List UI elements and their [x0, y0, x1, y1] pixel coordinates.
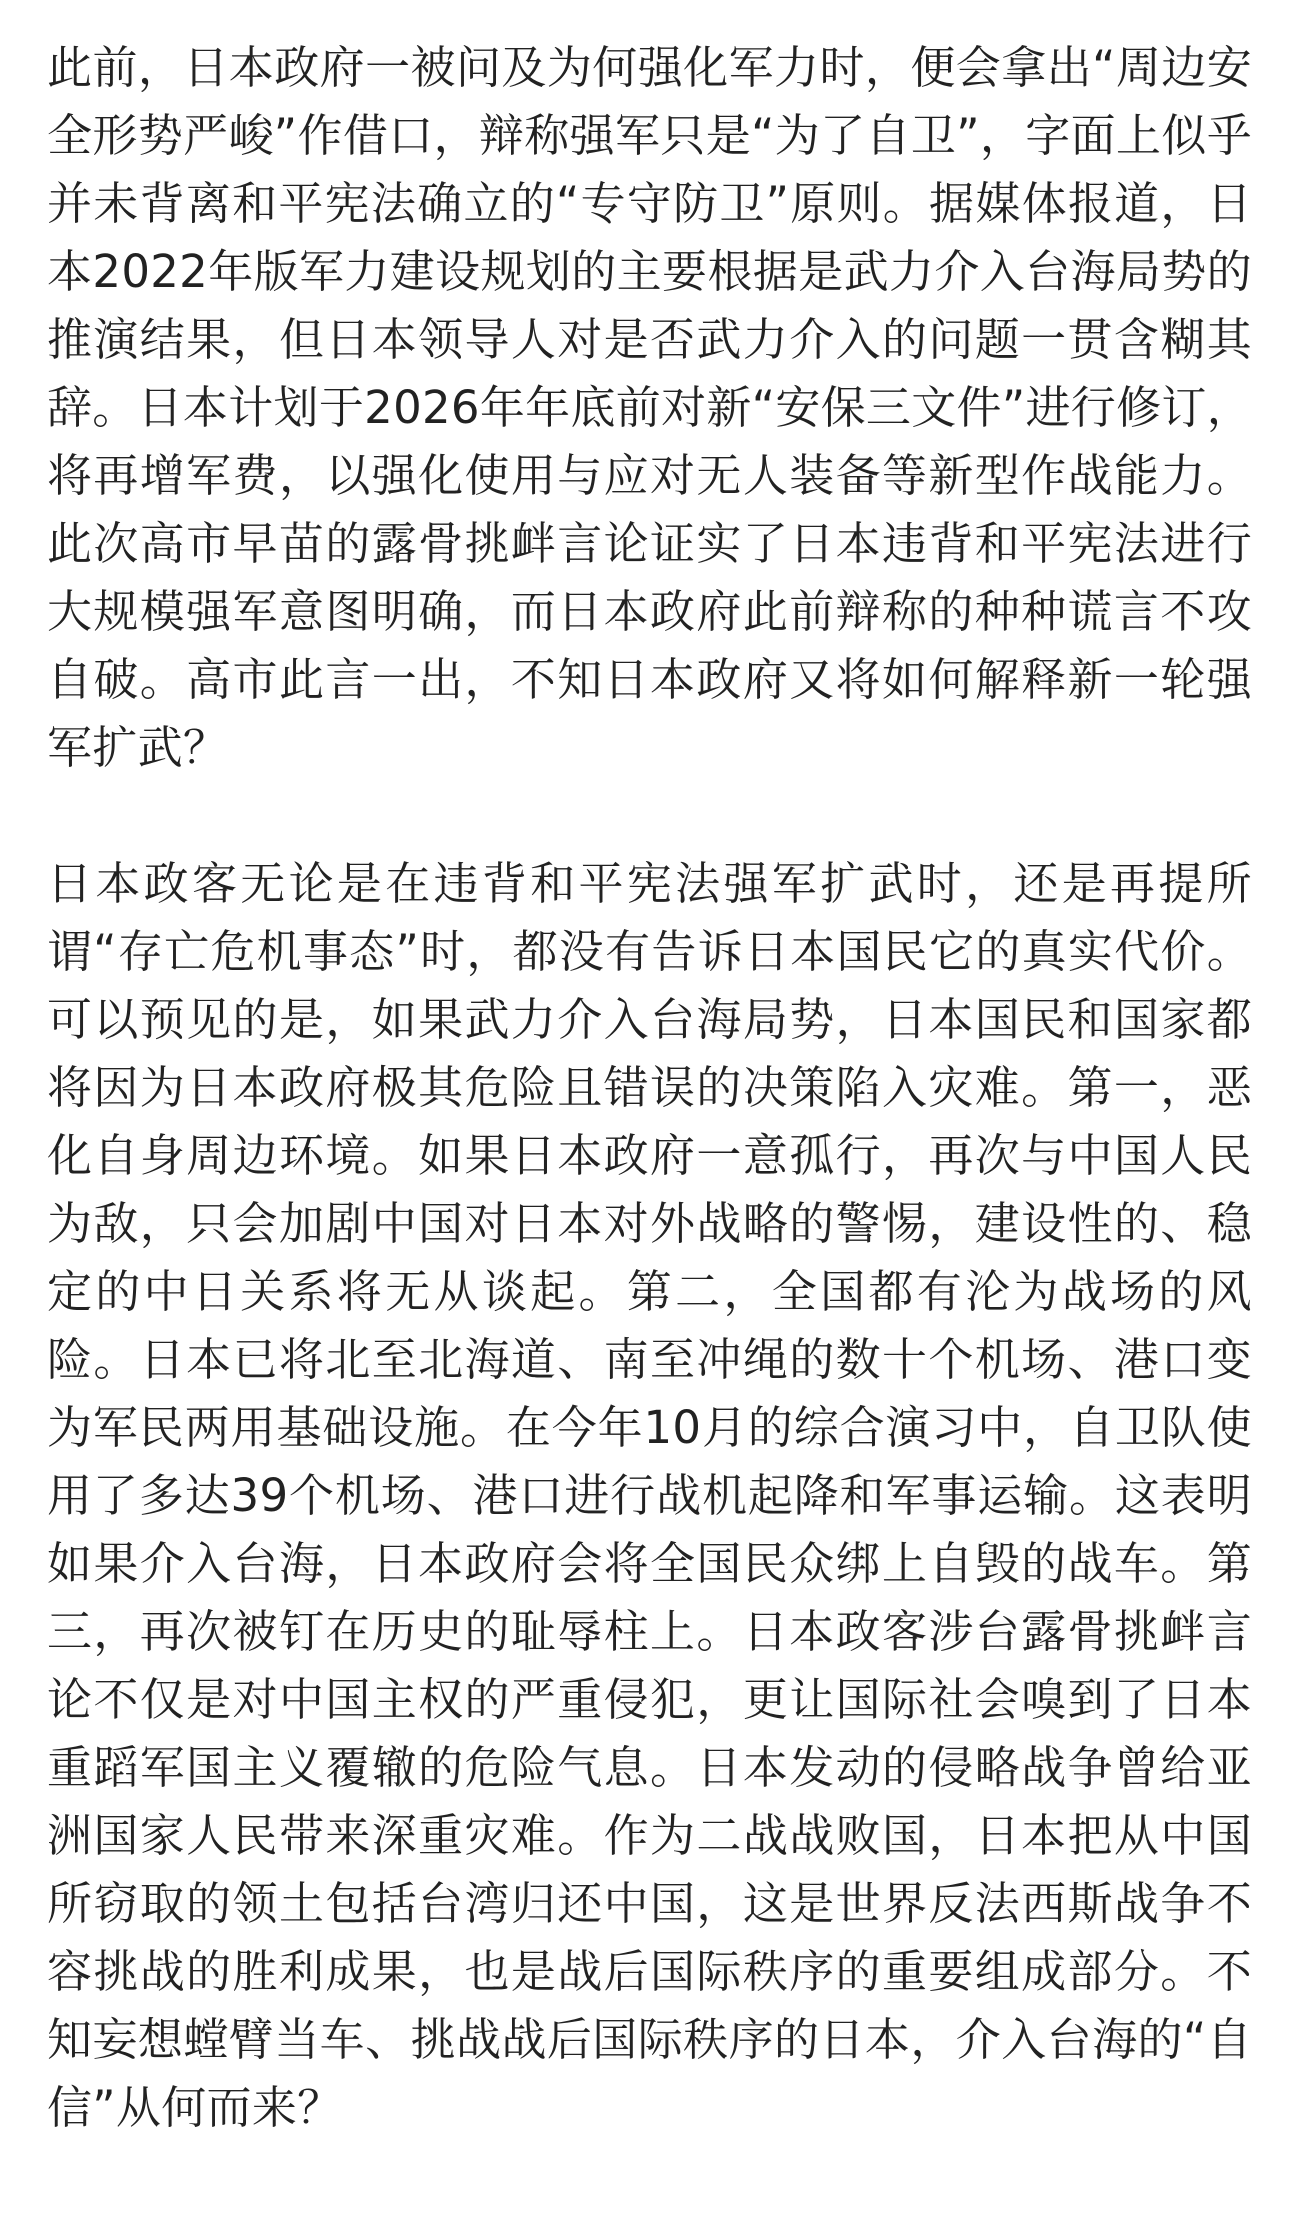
article-paragraph-1: 此前，日本政府一被问及为何强化军力时，便会拿出“周边安全形势严峻”作借口，辩称强军只是“为了自卫”，字面上似乎并未背离和平宪法确立的“专守防卫”原则。据媒体报道，日本2022年版军力建设规划的主要根据是武力介入台海局势的推演结果，但日本领导人对是否武力介入的问题一贯含糊其辞。日本计划于2026年年底前对新“安保三文件”进行修订，将再增军费，以强化使用与应对无人装备等新型作战能力。此次高市早苗的露骨挑衅言论证实了日本违背和平宪法进行大规模强军意图明确，而日本政府此前辩称的种种谎言不攻自破。高市此言一出，不知日本政府又将如何解释新一轮强军扩武？	[47, 41, 1252, 774]
article-paragraph-2: 日本政客无论是在违背和平宪法强军扩武时，还是再提所谓“存亡危机事态”时，都没有告诉日本国民它的真实代价。可以预见的是，如果武力介入台海局势，日本国民和国家都将因为日本政府极其危险且错误的决策陷入灾难。第一，恶化自身周边环境。如果日本政府一意孤行，再次与中国人民为敌，只会加剧中国对日本对外战略的警惕，建设性的、稳定的中日关系将无从谈起。第二，全国都有沦为战场的风险。日本已将北至北海道、南至冲绳的数十个机场、港口变为军民两用基础设施。在今年10月的综合演习中，自卫队使用了多达39个机场、港口进行战机起降和军事运输。这表明如果介入台海，日本政府会将全国民众绑上自毁的战车。第三，再次被钉在历史的耻辱柱上。日本政客涉台露骨挑衅言论不仅是对中国主权的严重侵犯，更让国际社会嗅到了日本重蹈军国主义覆辙的危险气息。日本发动的侵略战争曾给亚洲国家人民带来深重灾难。作为二战战败国，日本把从中国所窃取的领土包括台湾归还中国，这是世界反法西斯战争不容挑战的胜利成果，也是战后国际秩序的重要组成部分。不知妄想螳臂当车、挑战战后国际秩序的日本，介入台海的“自信”从何而来？	[47, 857, 1252, 2134]
